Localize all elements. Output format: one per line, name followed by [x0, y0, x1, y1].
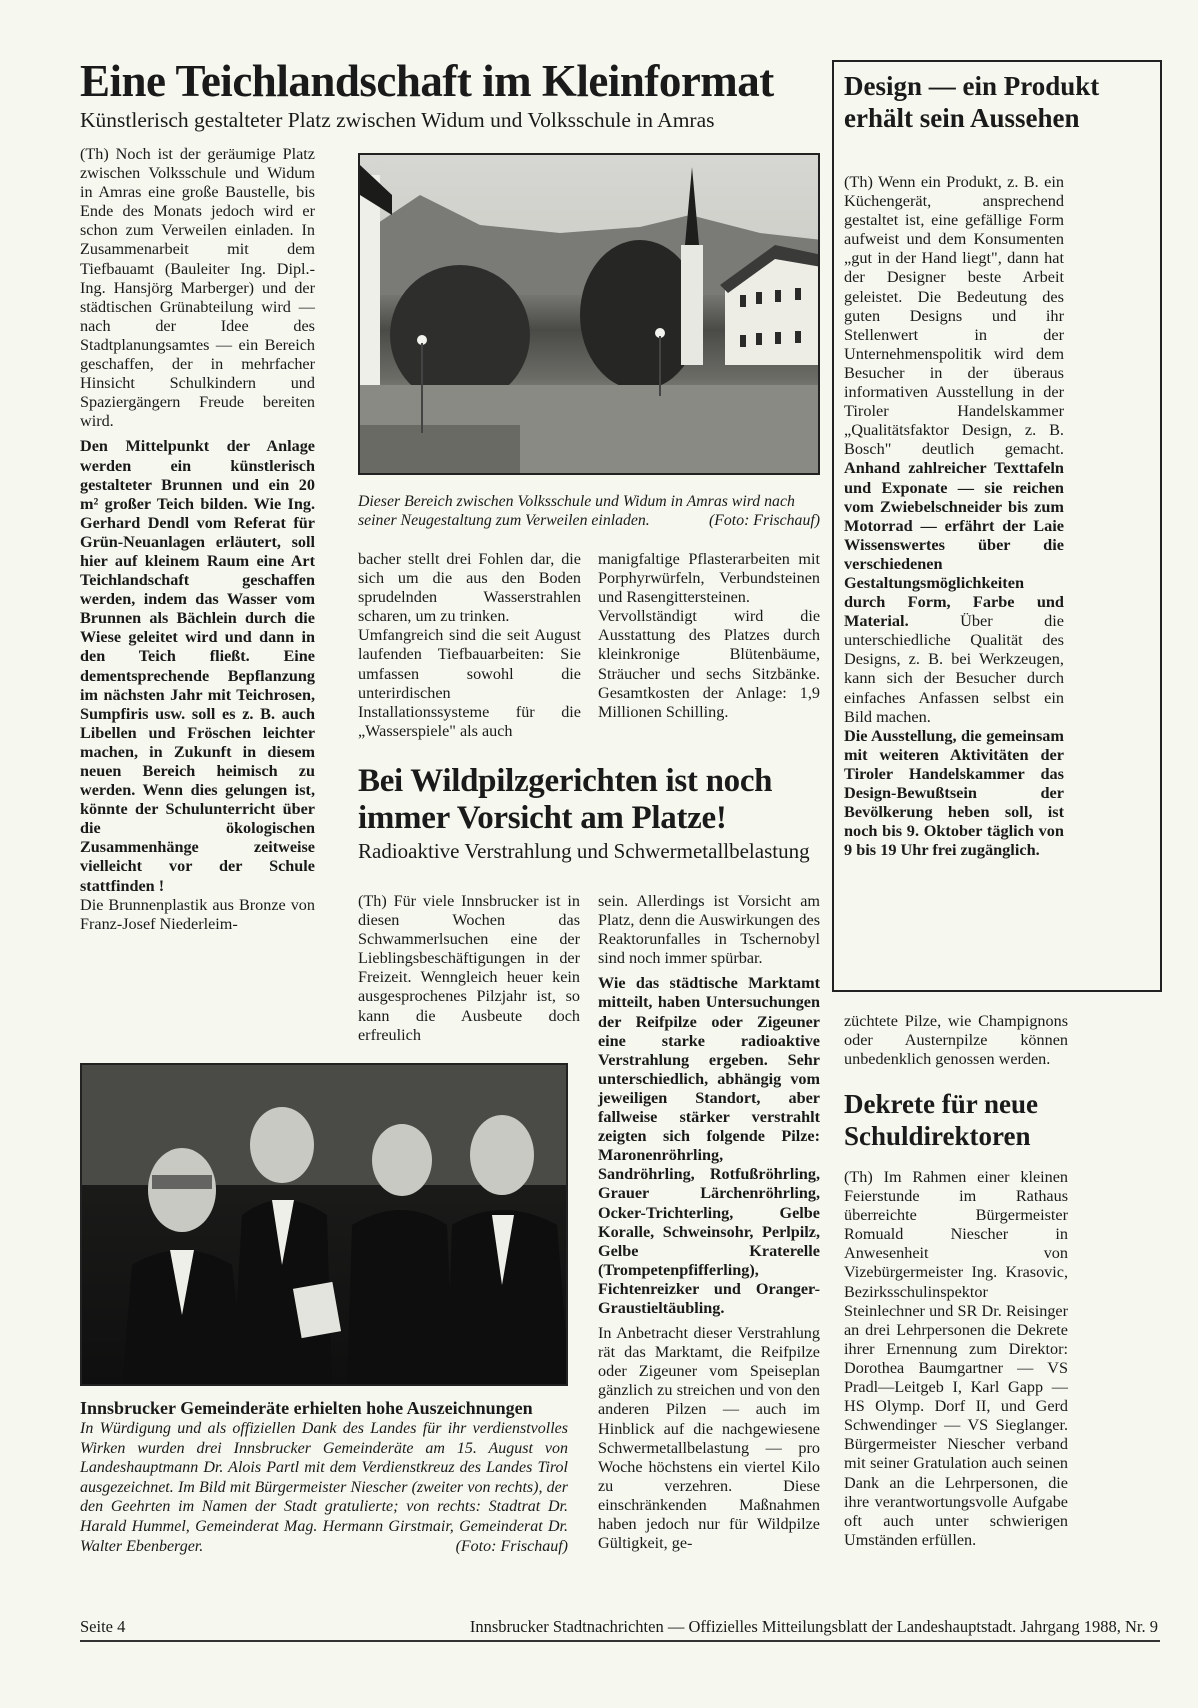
article2-col2-para2: Wie das städtische Marktamt mitteilt, haben Untersuchungen der Reifpilze oder Zigeuner eine starke radioaktive Verstrahlung ergeben. Sehr unterschiedlich, abhängig vom jeweiligen Standort, aber fallweise stärker verstrahlt zeigten sich folgende Pilze: Maronenröhrling, Sandröhrling, Rotfußröhrling, Grauer Lärchenröhrling, Ocker-Trichterling, Gelbe Koralle, Schweinsohr, Perlpilz, Gelbe Kraterelle (Trompetenpfifferling), Fichtenreizker und Oranger-Graustieltäubling. — [598, 974, 820, 1317]
article2-col2-para1: sein. Allerdings ist Vorsicht am Platz, denn die Auswirkungen des Reaktorunfalles in Tschernobyl sind noch immer spürbar. — [598, 892, 820, 968]
sidebar-body-design — [844, 172, 1064, 859]
photo-councillors-caption-body — [80, 1419, 568, 1556]
article1-col2-para2: Umfangreich sind die seit August laufenden Tiefbauarbeiten: Sie umfassen sowohl die unterirdischen Installationssysteme für die „Wasserspiele" als auch — [358, 626, 581, 740]
article-title-wildpilze: Bei Wildpilzgerichten ist noch immer Vorsicht am Platze! — [358, 763, 773, 836]
article3-body: (Th) Im Rahmen einer kleinen Feierstunde im Rathaus überreichte Bürgermeister Romuald Niescher in Anwesenheit von Vizebürgermeister Ing. Krasovic, Bezirksschulinspektor Steinlechner und SR Dr. Reisinger an drei Lehrpersonen die Dekrete ihrer Ernennung zum Direktor: Dorothea Baumgartner — VS Pradl—Leitgeb I, Karl Gapp — HS Olymp. Dorf II, und Gerd Schwendinger — VS Sieglanger. Bürgermeister Niescher verband mit seiner Gratulation auch seinen Dank an die Lehrpersonen, die ihre verantwortungsvolle Aufgabe oft auch unter schwierigen Umständen erfüllen. — [844, 1168, 1068, 1549]
photo-councillors-caption — [80, 1397, 568, 1556]
article2-column1: (Th) Für viele Innsbrucker ist in diesen Wochen das Schwammerlsuchen eine der Lieblingsbeschäftigungen in der Freizeit. Wenngleich heuer kein ausgesprochenes Pilzjahr ist, so kann die Ausbeute doch erfreulich — [358, 892, 580, 1044]
photo-councillors-illustration — [82, 1065, 568, 1386]
photo-amras-square — [358, 153, 820, 475]
photo-councillors-credit: (Foto: Frischauf) — [455, 1537, 568, 1555]
article1-column1 — [80, 145, 315, 934]
photo-councillors-caption-text: In Würdigung und als offiziellen Dank des Landes für ihr verdienstvolles Wirken wurden drei Innsbrucker Gemeinderäte am 15. August von Landeshauptmann Dr. Alois Partl mit dem Verdienstkreuz des Landes Tirol ausgezeichnet. Im Bild mit Bürgermeister Niescher (zweiter von rechts), der den Geehrten im Namen der Stadt gratulierte; von rechts: Stadtrat Dr. Harald Hummel, Gemeinderat Mag. Hermann Girstmair, Gemeinderat Dr. Walter Ebenberger. — [80, 1420, 568, 1555]
article1-column2 — [358, 550, 581, 741]
article2-column3: züchtete Pilze, wie Champignons oder Austernpilze können unbedenklich genossen werden. — [844, 1012, 1068, 1069]
article1-col3-para1: manigfaltige Pflasterarbeiten mit Porphyrwürfeln, Verbundsteinen und Rasengittersteinen. — [598, 550, 820, 607]
photo-amras-illustration — [360, 155, 820, 475]
sidebar-para1-bold: Anhand zahlreicher Texttafeln und Exponate — sie reichen vom Zwiebelschneider bis zum Motorrad — erfährt der Laie Wissenswertes über die verschiedenen Gestaltungsmöglichkeiten durch Form, Farbe und Material. — [844, 458, 1064, 631]
article2-column2 — [598, 892, 820, 1553]
article1-col3-para2: Vervollständigt wird die Ausstattung des Platzes durch kleinkronige Blütenbäume, Sträucher und sechs Sitzbänke. Gesamtkosten der Anlage: 1,9 Millionen Schilling. — [598, 607, 820, 721]
sidebar-para2: Über die unterschiedliche Qualität des Designs, z. B. bei Werkzeugen, kann sich der Besucher durch einfaches Anfassen selbst ein Bild machen. — [844, 611, 1064, 726]
photo-councillors — [80, 1063, 568, 1386]
sidebar-para1 — [844, 172, 1064, 726]
photo-amras-caption — [358, 492, 820, 530]
sidebar-para1-regular: (Th) Wenn ein Produkt, z. B. ein Küchengerät, ansprechend gestaltet ist, eine gefällige Form aufweist und dem Konsumenten „gut in der Hand liegt", dann hat der Designer beste Arbeit geleistet. Die Bedeutung des guten Designs und ihr Stellenwert in der Unternehmenspolitik wird dem Besucher in der überaus informativen Ausstellung in der Tiroler Handelskammer „Qualitätsfaktor Design, z. B. Bosch" deutlich gemacht. — [844, 172, 1064, 459]
footer-publication: Innsbrucker Stadtnachrichten — Offizielles Mitteilungsblatt der Landeshauptstadt. Jahrgang 1988, Nr. 9 — [469, 1617, 1158, 1636]
article1-para1: (Th) Noch ist der geräumige Platz zwischen Volksschule und Widum in Amras eine große Baustelle, bis Ende des Monats jedoch wird er schon zum Verweilen einladen. In Zusammenarbeit mit dem Tiefbauamt (Bauleiter Ing. Dipl.-Ing. Hansjörg Marberger) und der städtischen Grünabteilung wird — nach der Idee des Stadtplanungsamtes — ein Bereich geschaffen, der in mehrfacher Hinsicht Schulkindern und Spaziergängern Freude bereiten wird. — [80, 145, 315, 431]
article-title-dekrete: Dekrete für neue Schuldirektoren — [844, 1089, 1038, 1151]
footer-rule — [80, 1640, 1160, 1642]
article-subtitle-teichlandschaft: Künstlerisch gestalteter Platz zwischen Widum und Volksschule in Amras — [80, 108, 715, 132]
photo-amras-caption-text: Dieser Bereich zwischen Volksschule und Widum in Amras wird nach seiner Neugestaltung zum Verweilen einladen. — [358, 493, 795, 530]
footer-page-number: Seite 4 — [80, 1617, 126, 1636]
sidebar-para3: Die Ausstellung, die gemeinsam mit weiteren Aktivitäten der Tiroler Handelskammer das Design-Bewußtsein der Bevölkerung heben soll, ist noch bis 9. Oktober täglich von 9 bis 19 Uhr frei zugänglich. — [844, 725, 1064, 860]
photo-amras-credit: (Foto: Frischauf) — [709, 512, 820, 530]
article-title-teichlandschaft: Eine Teichlandschaft im Kleinformat — [80, 56, 774, 106]
sidebar-title-design: Design — ein Produkt erhält sein Aussehen — [844, 71, 1100, 133]
article1-para3: Die Brunnenplastik aus Bronze von Franz-Josef Niederleim- — [80, 895, 315, 933]
article1-para2: Den Mittelpunkt der Anlage werden ein künstlerisch gestalteter Brunnen und ein 20 m² großer Teich bilden. Wie Ing. Gerhard Dendl vom Referat für Grün-Neuanlagen erläutert, soll hier auf kleinem Raum eine Art Teichlandschaft geschaffen werden, indem das Wasser vom Brunnen als Bächlein durch die Wiese geleitet wird und dann in den Teich fließt. Eine dementsprechende Bepflanzung im nächsten Jahr mit Teichrosen, Sumpfiris usw. soll es z. B. auch Libellen und Fröschen leichter machen, in Zukunft in diesem neuen Bereich heimisch zu werden. Wenn dies gelungen ist, könnte der Schulunterricht über die ökologischen Zusammenhänge zeitweise vielleicht vor der Schule stattfinden ! — [80, 437, 315, 895]
photo-councillors-caption-title: Innsbrucker Gemeinderäte erhielten hohe Auszeichnungen — [80, 1398, 533, 1418]
article1-col2-para1: bacher stellt drei Fohlen dar, die sich um die aus den Boden sprudelnden Wasserstrahlen scharen, um zu trinken. — [358, 550, 581, 626]
article-subtitle-wildpilze: Radioaktive Verstrahlung und Schwermetallbelastung — [358, 839, 810, 863]
article2-col2-para3: In Anbetracht dieser Verstrahlung rät das Marktamt, die Reifpilze oder Zigeuner vom Speiseplan gänzlich zu streichen und von den anderen Pilzen — auch im Hinblick auf die nachgewiesene Schwermetallbelastung — pro Woche höchstens ein viertel Kilo zu verzehren. Diese einschränkenden Maßnahmen haben jedoch nur für Wildpilze Gültigkeit, ge- — [598, 1324, 820, 1553]
article1-column3 — [598, 550, 820, 722]
